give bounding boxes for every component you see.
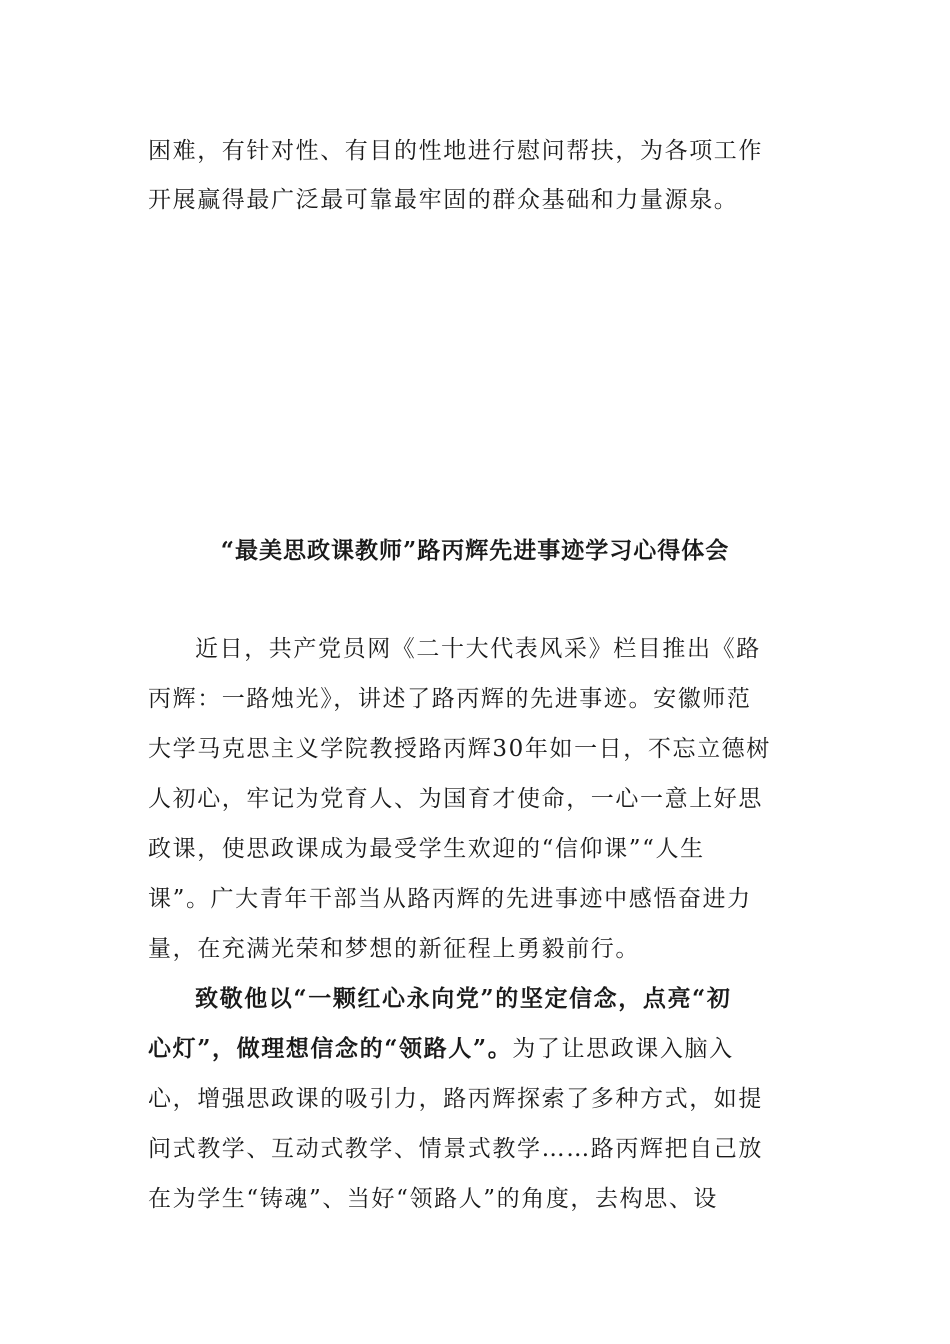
- paragraph2-line-2-rest: 为了让思政课入脑入: [512, 1036, 734, 1062]
- paragraph1-line-2: 丙辉：一路烛光》，讲述了路丙辉的先进事迹。安徽师范: [148, 686, 752, 712]
- paragraph2-bold-lead: 心灯”，做理想信念的“领路人”。: [148, 1035, 513, 1062]
- paragraph1-line-7: 量，在充满光荣和梦想的新征程上勇毅前行。: [148, 936, 640, 962]
- paragraph2-line-1: 致敬他以“一颗红心永向党”的坚定信念，点亮“初: [195, 985, 732, 1012]
- paragraph1-line-3: 大学马克思主义学院教授路丙辉30年如一日，不忘立德树: [148, 736, 771, 762]
- paragraph1-line-5: 政课，使思政课成为最受学生欢迎的“信仰课”“人生: [148, 836, 705, 862]
- paragraph1-line-6: 课”。广大青年干部当从路丙辉的先进事迹中感悟奋进力: [148, 886, 752, 912]
- paragraph2-line-4: 问式教学、互动式教学、情景式教学……路丙辉把自己放: [148, 1136, 763, 1162]
- paragraph1-line-1: 近日，共产党员网《二十大代表风采》栏目推出《路: [195, 636, 761, 662]
- prev-paragraph-line-1: 困难，有针对性、有目的性地进行慰问帮扶，为各项工作: [148, 138, 763, 164]
- paragraph2-line-5: 在为学生“铸魂”、当好“领路人”的角度，去构思、设: [148, 1186, 719, 1212]
- article-title: “最美思政课教师”路丙辉先进事迹学习心得体会: [220, 537, 730, 564]
- paragraph2-line-2: [148, 1034, 808, 1064]
- prev-paragraph-line-2: 开展赢得最广泛最可靠最牢固的群众基础和力量源泉。: [148, 187, 739, 213]
- paragraph1-line-4: 人初心，牢记为党育人、为国育才使命，一心一意上好思: [148, 786, 763, 812]
- paragraph2-line-3: 心，增强思政课的吸引力，路丙辉探索了多种方式，如提: [148, 1086, 763, 1112]
